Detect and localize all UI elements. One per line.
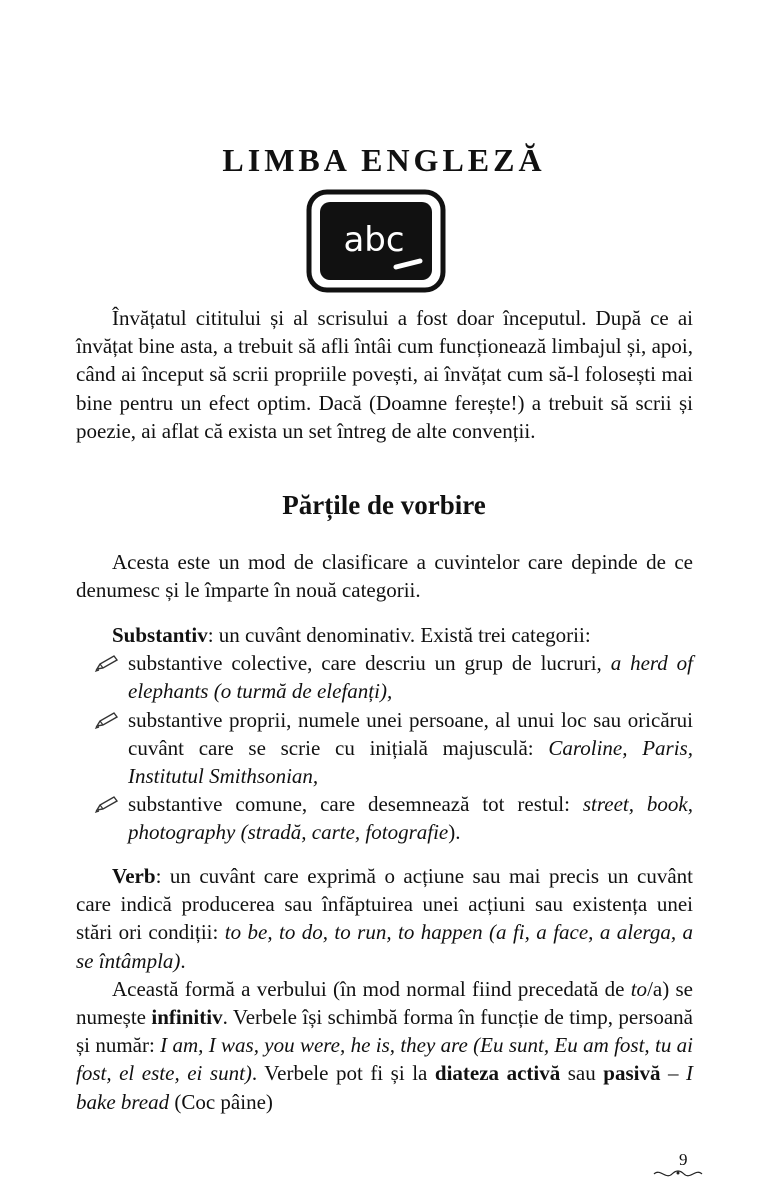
verb-definition: Verb: un cuvânt care exprimă o acțiune sau mai precis un cuvânt care indică producerea sau înfăptuirea unei acțiuni sau existența unei stări ori condiții: to be, to do, to run, to happen (a fi, a face, a alerga, a se întâmpla). bbox=[76, 864, 693, 973]
verb-term: Verb bbox=[112, 864, 156, 888]
substantiv-list bbox=[76, 649, 693, 846]
page-number: 9 bbox=[679, 1150, 688, 1169]
section-title: Părțile de vorbire bbox=[282, 490, 486, 520]
verb-block bbox=[76, 862, 693, 1116]
list-item: substantive colective, care descriu un grup de lucruri, a herd of elephants (o turmă de elefanți), bbox=[76, 649, 693, 705]
substantiv-block bbox=[76, 621, 693, 847]
substantiv-term: Substantiv bbox=[112, 623, 208, 647]
intro-block bbox=[76, 304, 693, 445]
infinitive-paragraph: Această formă a verbului (în mod normal fiind precedată de to/a) se numește infinitiv. Verbele își schimbă forma în funcție de timp, persoană și număr: I am, I was, you were, he is, they are (Eu sunt, Eu am fost, tu ai fost, el este, ei sunt). Verbele pot fi și la diateza activă sau pasivă – I bake bread (Coc pâine) bbox=[76, 976, 694, 1114]
ornament-icon bbox=[652, 1168, 704, 1180]
section-intro-block bbox=[76, 548, 693, 604]
page-title: LIMBA ENGLEZĂ bbox=[222, 142, 546, 178]
pencil-icon bbox=[94, 795, 120, 813]
list-item: substantive comune, care desemnează tot restul: street, book, photography (stradă, carte, fotografie). bbox=[76, 790, 693, 846]
intro-paragraph: Învățatul cititului și al scrisului a fost doar începutul. După ce ai învățat bine asta, a trebuit să afli întâi cum funcționează limbajul și, apoi, când ai început să scrii propriile povești, ai învățat cum să-l folosești mai bine pentru un efect optim. Dacă (Doamne ferește!) a trebuit să scrii și poezie, ai aflat că exista un set întreg de alte convenții. bbox=[76, 306, 693, 443]
list-item: substantive proprii, numele unei persoane, al unui loc sau oricărui cuvânt care se scrie cu inițială majusculă: Caroline, Paris, Institutul Smithsonian, bbox=[76, 706, 693, 791]
substantiv-definition: Substantiv: un cuvânt denominativ. Există trei categorii: bbox=[112, 623, 591, 647]
chalkboard-text: abc bbox=[343, 220, 405, 260]
pencil-icon bbox=[94, 711, 120, 729]
chalkboard-icon bbox=[306, 189, 446, 293]
section-intro-paragraph: Acesta este un mod de clasificare a cuvintelor care depinde de ce denumesc și le împarte în nouă categorii. bbox=[76, 550, 693, 603]
pencil-icon bbox=[94, 654, 120, 672]
